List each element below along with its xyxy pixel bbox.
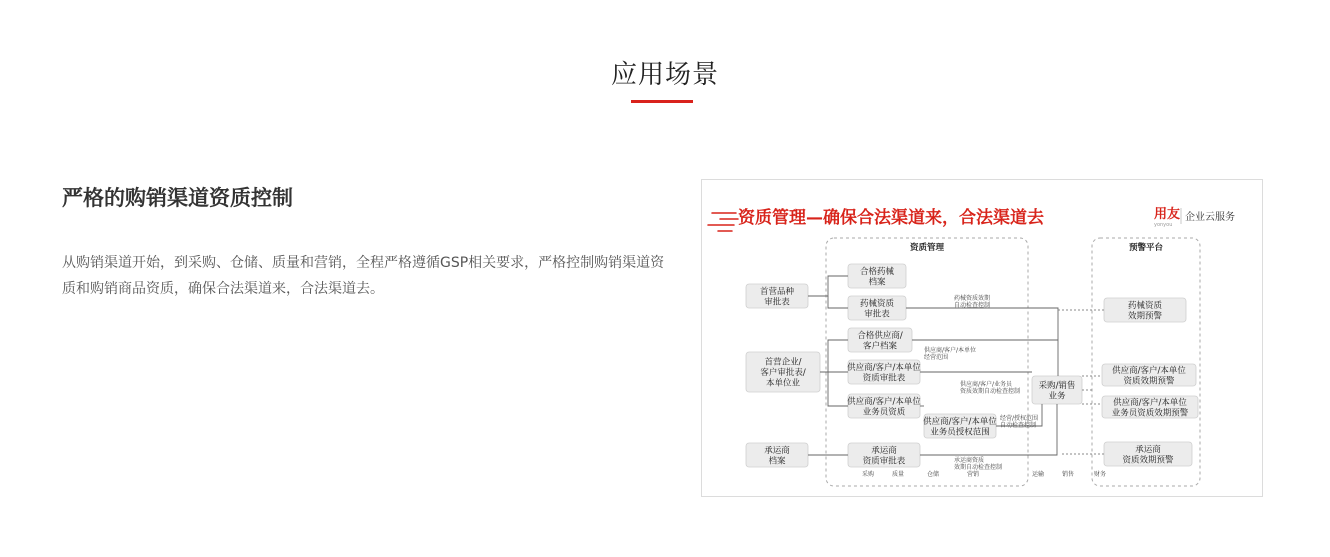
edge-label-1 [924, 346, 976, 361]
svg-text:药械资质: 药械资质 [859, 298, 895, 309]
footer-label: 营销 [967, 471, 980, 478]
middle-box-6 [848, 443, 920, 467]
svg-text:供应商/客户/本单位: 供应商/客户/本单位 [1112, 365, 1186, 376]
warning-box-1 [1102, 364, 1196, 386]
yonyou-logo [1154, 206, 1235, 228]
section-description: 从购销渠道开始，到采购、仓储、质量和营销，全程严格遵循GSP相关要求，严格控制购销渠道资质和购销商品资质，确保合法渠道来，合法渠道去。 [62, 255, 665, 297]
svg-text:采购/销售: 采购/销售 [1038, 380, 1076, 391]
footer-label: 财务 [1094, 471, 1107, 478]
edge-label-4 [954, 456, 1002, 471]
source-box-1 [746, 352, 820, 392]
speed-lines-icon [708, 213, 738, 231]
svg-text:审批表: 审批表 [864, 309, 890, 320]
middle-box-5 [923, 414, 997, 438]
svg-text:客户档案: 客户档案 [862, 341, 898, 352]
qualification-diagram [701, 179, 1263, 497]
svg-text:业务员授权范围: 业务员授权范围 [930, 427, 990, 438]
qualification-panel-title: 资质管理 [909, 243, 945, 253]
svg-text:效期自动检查控制: 效期自动检查控制 [954, 464, 1003, 471]
svg-text:效期预警: 效期预警 [1127, 311, 1163, 322]
svg-text:经营范围: 经营范围 [924, 354, 949, 361]
warning-box-2 [1102, 396, 1198, 418]
svg-text:档案: 档案 [868, 277, 886, 288]
svg-text:供应商/客户/本单位: 供应商/客户/本单位 [847, 362, 921, 373]
svg-text:企业云服务: 企业云服务 [1185, 212, 1235, 223]
svg-text:审批表: 审批表 [764, 297, 790, 308]
svg-text:经营/授权范围: 经营/授权范围 [1000, 415, 1039, 422]
svg-text:自动检查控制: 自动检查控制 [954, 302, 991, 309]
svg-text:业务: 业务 [1048, 391, 1066, 402]
page-title: 应用场景 [610, 60, 719, 90]
source-box-0 [746, 284, 808, 308]
svg-text:药械资质效期: 药械资质效期 [954, 295, 991, 302]
hub-box [1032, 376, 1082, 404]
warning-panel-title: 预警平台 [1128, 243, 1164, 253]
svg-text:供应商/客户/本单位: 供应商/客户/本单位 [923, 416, 997, 427]
edge-label-2 [960, 380, 1020, 395]
svg-text:合格供应商/: 合格供应商/ [857, 330, 903, 341]
svg-text:合格药械: 合格药械 [859, 266, 895, 277]
svg-text:供应商/客户/本单位: 供应商/客户/本单位 [1113, 397, 1187, 408]
svg-text:本单位业: 本单位业 [765, 378, 801, 389]
warning-box-0 [1104, 298, 1186, 322]
svg-text:资质审批表: 资质审批表 [862, 456, 906, 467]
svg-text:yonyou: yonyou [1154, 222, 1173, 228]
svg-text:资质效期预警: 资质效期预警 [1122, 455, 1174, 466]
footer-label: 仓储 [927, 471, 940, 478]
footer-label: 销售 [1062, 471, 1075, 478]
svg-text:业务员资质: 业务员资质 [862, 407, 906, 418]
section-heading: 严格的购销渠道资质控制 [62, 186, 293, 210]
svg-text:档案: 档案 [768, 456, 786, 467]
svg-text:资质效期自动检查控制: 资质效期自动检查控制 [960, 388, 1021, 395]
svg-text:承运商资质: 承运商资质 [954, 457, 985, 464]
middle-box-1 [848, 296, 906, 320]
title-underline [631, 100, 693, 103]
footer-label: 质量 [892, 471, 905, 478]
svg-text:自动检查控制: 自动检查控制 [1000, 422, 1037, 429]
svg-text:药械资质: 药械资质 [1127, 300, 1163, 311]
middle-box-4 [847, 394, 921, 418]
svg-text:资质效期预警: 资质效期预警 [1123, 376, 1175, 387]
middle-box-3 [847, 360, 921, 384]
svg-text:供应商/客户/业务员: 供应商/客户/业务员 [960, 381, 1013, 388]
svg-text:资质审批表: 资质审批表 [862, 373, 906, 384]
middle-box-0 [848, 264, 906, 288]
svg-text:供应商/客户/本单位: 供应商/客户/本单位 [924, 347, 977, 354]
svg-text:客户审批表/: 客户审批表/ [760, 368, 806, 378]
edge-label-0 [954, 294, 990, 309]
diagram-title: 资质管理—确保合法渠道来，合法渠道去 [738, 208, 1044, 228]
svg-text:首营品种: 首营品种 [759, 286, 795, 297]
edge-label-3 [1000, 414, 1038, 429]
svg-text:用友: 用友 [1154, 207, 1181, 222]
svg-text:供应商/客户/本单位: 供应商/客户/本单位 [847, 396, 921, 407]
svg-text:业务员资质效期预警: 业务员资质效期预警 [1111, 408, 1189, 419]
warning-box-3 [1104, 442, 1192, 466]
footer-label: 采购 [862, 471, 875, 478]
footer-label: 运输 [1032, 471, 1045, 478]
svg-text:首营企业/: 首营企业/ [764, 357, 802, 368]
svg-text:承运商: 承运商 [871, 445, 897, 456]
source-box-2 [746, 443, 808, 467]
svg-text:承运商: 承运商 [764, 445, 790, 456]
middle-box-2 [848, 328, 912, 352]
svg-text:承运商: 承运商 [1135, 444, 1161, 455]
